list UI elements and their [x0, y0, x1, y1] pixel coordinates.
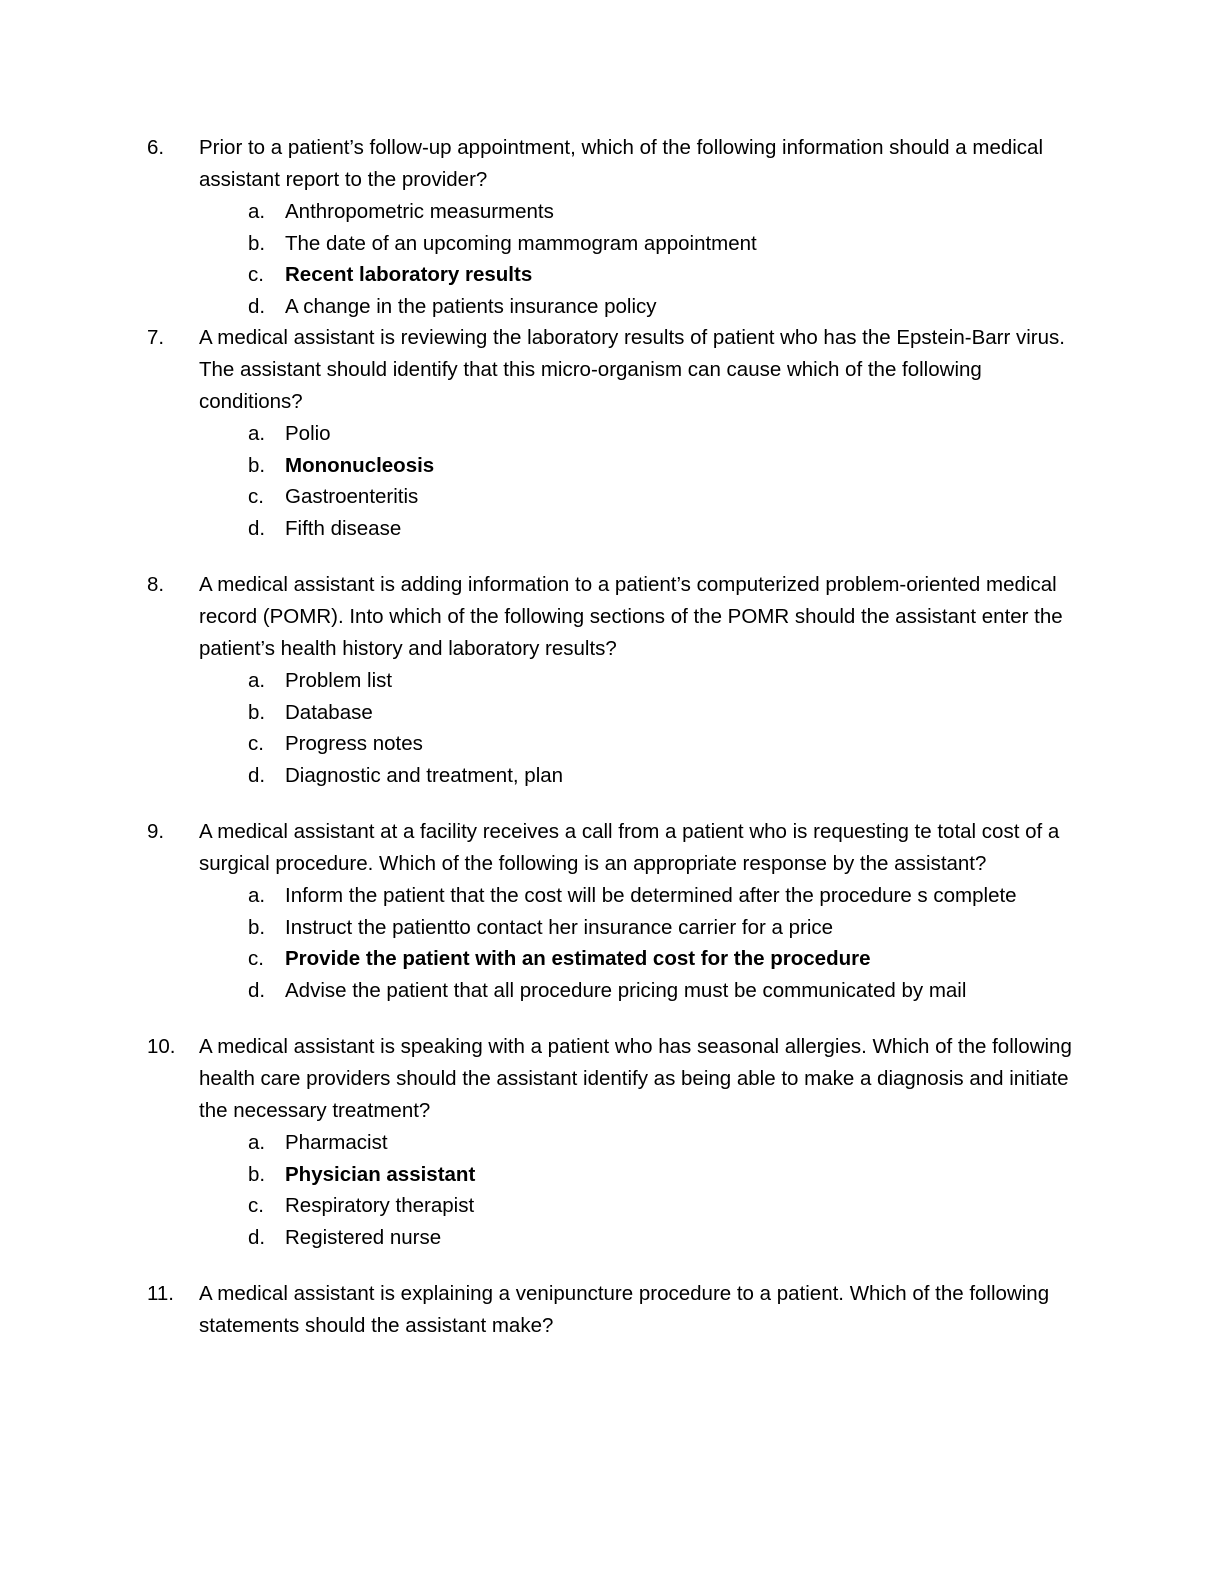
option-letter: c. — [248, 947, 264, 970]
answer-option[interactable] — [143, 228, 1074, 260]
question-row — [143, 322, 1074, 418]
answer-option[interactable] — [143, 760, 1074, 792]
question-number: 8. — [147, 573, 165, 596]
option-letter: a. — [248, 422, 266, 445]
answer-option[interactable] — [143, 1159, 1074, 1191]
question-text: A medical assistant is reviewing the laboratory results of patient who has the Epstein-Barr virus. The assistant should identify that this micro-organism can cause which of the following conditions? — [199, 326, 1065, 413]
question-number: 10. — [147, 1035, 176, 1058]
option-text: Fifth disease — [285, 516, 402, 540]
option-letter: a. — [248, 200, 266, 223]
section-gap — [143, 1006, 1074, 1031]
option-text: Problem list — [285, 669, 393, 692]
option-text: Instruct the patientto contact her insurance carrier for a price — [285, 915, 834, 939]
answer-option[interactable] — [143, 880, 1074, 912]
option-text: Advise the patient that all procedure pricing must be communicated by mail — [285, 978, 967, 1002]
answer-option[interactable] — [143, 912, 1074, 944]
question-block — [143, 1031, 1074, 1253]
answer-options — [143, 196, 1074, 322]
section-gap — [143, 791, 1074, 816]
option-text: Diagnostic and treatment, plan — [285, 763, 564, 787]
answer-option[interactable] — [143, 259, 1074, 291]
question-row — [143, 1278, 1074, 1342]
answer-option[interactable] — [143, 291, 1074, 323]
option-letter: a. — [248, 1131, 266, 1154]
answer-option[interactable] — [143, 196, 1074, 228]
question-block — [143, 322, 1074, 544]
question-row — [143, 1031, 1074, 1127]
option-text: Polio — [285, 422, 331, 445]
answer-option[interactable] — [143, 975, 1074, 1007]
answer-option[interactable] — [143, 665, 1074, 697]
question-number: 6. — [147, 136, 165, 159]
option-letter: d. — [248, 1225, 266, 1249]
answer-option[interactable] — [143, 1127, 1074, 1159]
option-text: A change in the patients insurance policy — [285, 294, 657, 318]
question-block — [143, 569, 1074, 791]
answer-option[interactable] — [143, 450, 1074, 482]
option-letter: c. — [248, 485, 264, 508]
option-text: Progress notes — [285, 732, 423, 755]
question-row — [143, 569, 1074, 665]
question-block — [143, 816, 1074, 1006]
question-text: A medical assistant at a facility receives a call from a patient who is requesting te total cost of a surgical procedure. Which of the following is an appropriate response by the assistant? — [199, 820, 1060, 875]
option-letter: c. — [248, 732, 264, 755]
option-letter: a. — [248, 884, 266, 907]
option-text: Database — [285, 700, 373, 724]
option-text: Respiratory therapist — [285, 1194, 475, 1217]
question-text: Prior to a patient’s follow-up appointment, which of the following information should a medical assistant report to the provider? — [199, 136, 1044, 191]
question-block — [143, 1278, 1074, 1342]
answer-options — [143, 1127, 1074, 1253]
option-text: Mononucleosis — [285, 453, 435, 477]
answer-options — [143, 418, 1074, 544]
answer-option[interactable] — [143, 697, 1074, 729]
answer-option[interactable] — [143, 1190, 1074, 1222]
question-row — [143, 816, 1074, 880]
question-row — [143, 132, 1074, 196]
question-text: A medical assistant is adding information to a patient’s computerized problem-oriented medical record (POMR). Into which of the following sections of the POMR should the assistant enter the patient’s health history and laboratory results? — [199, 573, 1063, 660]
option-letter: b. — [248, 915, 266, 939]
option-text: Physician assistant — [285, 1162, 476, 1186]
answer-option[interactable] — [143, 481, 1074, 513]
option-letter: d. — [248, 516, 266, 540]
option-letter: b. — [248, 700, 266, 724]
question-number: 9. — [147, 820, 165, 843]
option-letter: a. — [248, 669, 266, 692]
option-letter: d. — [248, 294, 266, 318]
option-letter: d. — [248, 978, 266, 1002]
question-text: A medical assistant is explaining a venipuncture procedure to a patient. Which of the following statements should the assistant make? — [199, 1282, 1050, 1337]
option-text: Provide the patient with an estimated cost for the procedure — [285, 947, 871, 970]
option-text: Inform the patient that the cost will be determined after the procedure s complete — [285, 884, 1017, 907]
option-letter: b. — [248, 231, 266, 255]
option-text: The date of an upcoming mammogram appointment — [285, 231, 757, 255]
answer-option[interactable] — [143, 418, 1074, 450]
answer-option[interactable] — [143, 943, 1074, 975]
option-letter: c. — [248, 1194, 264, 1217]
option-letter: b. — [248, 1162, 266, 1186]
section-gap — [143, 544, 1074, 569]
question-text: A medical assistant is speaking with a patient who has seasonal allergies. Which of the following health care providers should the assistant identify as being able to make a diagnosis and initiate the necessary treatment? — [199, 1035, 1072, 1122]
answer-option[interactable] — [143, 728, 1074, 760]
question-number: 11. — [147, 1282, 174, 1305]
option-text: Pharmacist — [285, 1131, 388, 1154]
answer-option[interactable] — [143, 513, 1074, 545]
option-letter: b. — [248, 453, 266, 477]
answer-options — [143, 665, 1074, 791]
option-text: Anthropometric measurments — [285, 200, 554, 223]
option-text: Gastroenteritis — [285, 485, 419, 508]
answer-option[interactable] — [143, 1222, 1074, 1254]
option-text: Registered nurse — [285, 1225, 442, 1249]
question-block — [143, 132, 1074, 322]
question-number: 7. — [147, 326, 165, 349]
answer-options — [143, 880, 1074, 1006]
option-letter: c. — [248, 263, 264, 286]
option-letter: d. — [248, 763, 266, 787]
section-gap — [143, 1253, 1074, 1278]
option-text: Recent laboratory results — [285, 263, 533, 286]
